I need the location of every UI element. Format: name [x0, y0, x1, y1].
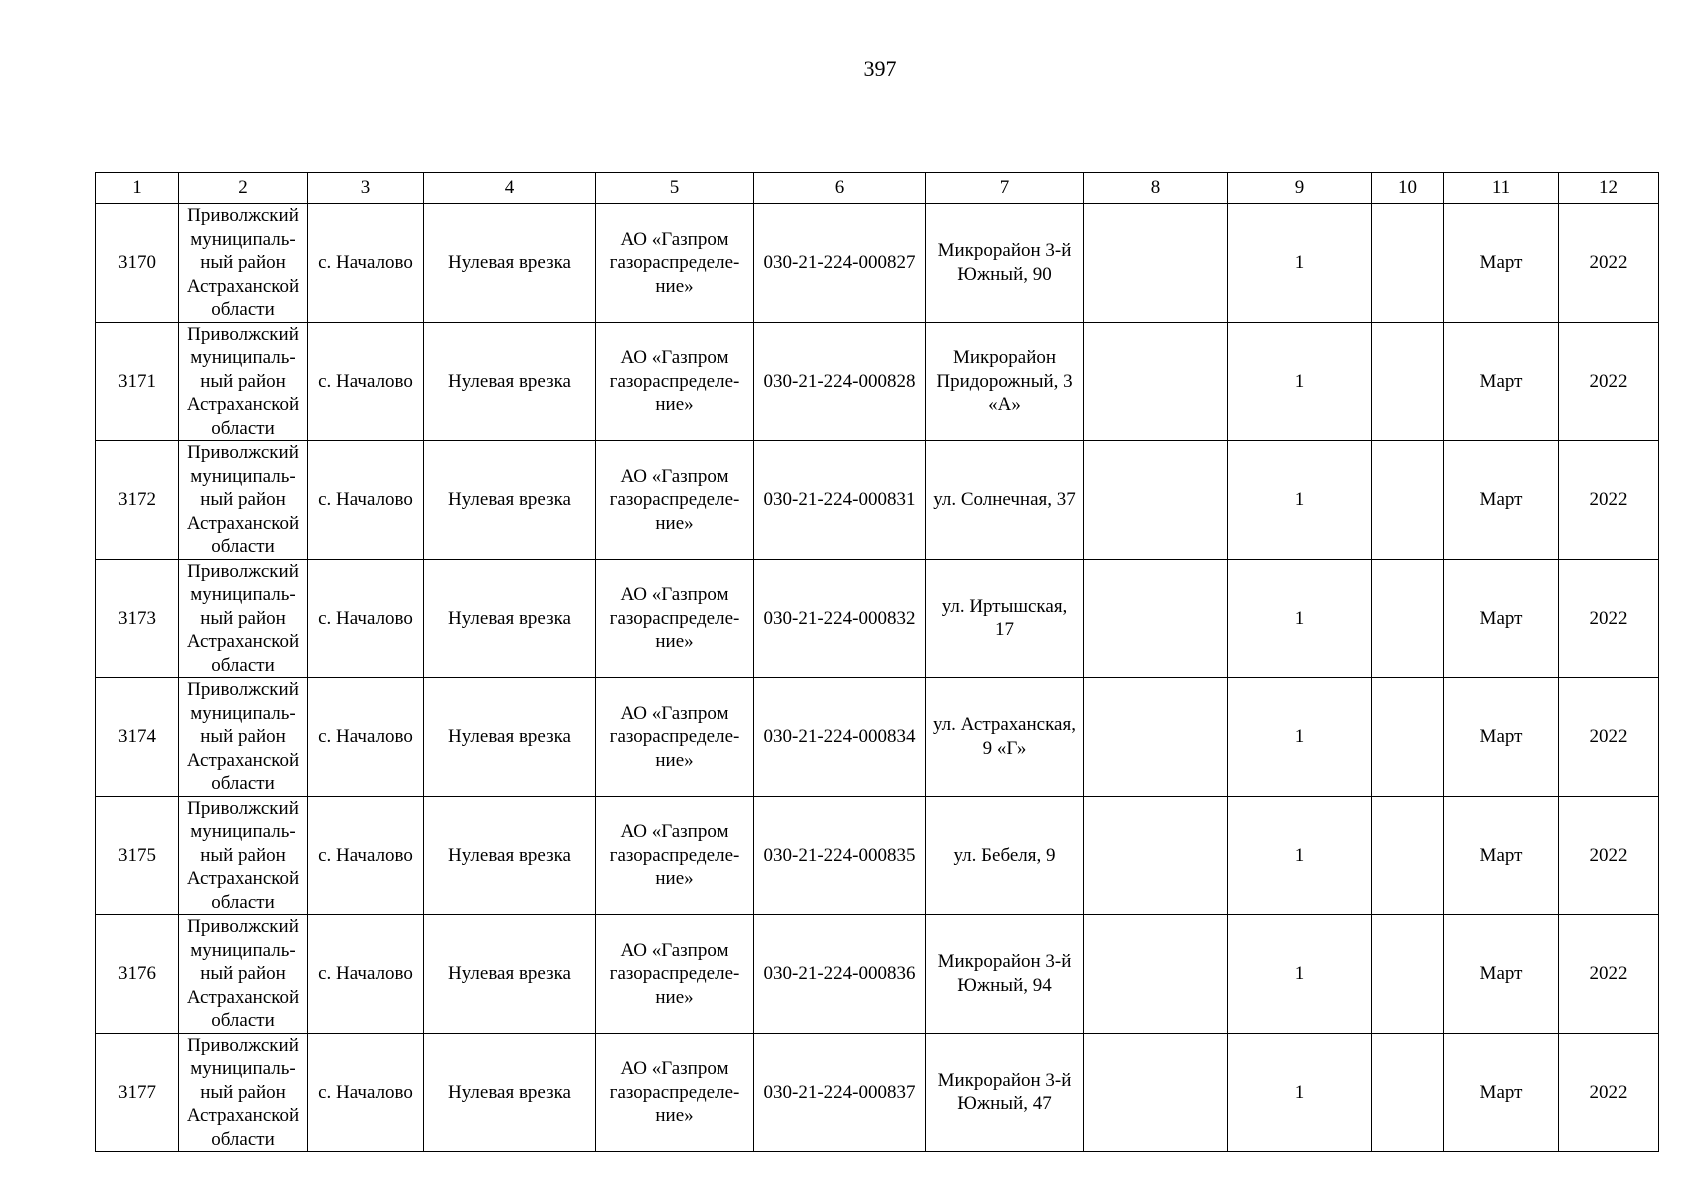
- row-number-cell: 3172: [96, 441, 179, 560]
- quantity-cell: 1: [1228, 204, 1372, 323]
- object-code-cell: 030-21-224-000832: [754, 559, 926, 678]
- object-code-cell: 030-21-224-000837: [754, 1033, 926, 1152]
- year-cell: 2022: [1559, 1033, 1659, 1152]
- object-code-cell: 030-21-224-000834: [754, 678, 926, 797]
- row-number-cell: 3174: [96, 678, 179, 797]
- column-number-1: 1: [96, 173, 179, 204]
- address-cell: ул. Солнечная, 37: [926, 441, 1084, 560]
- column-number-12: 12: [1559, 173, 1659, 204]
- quantity-cell: 1: [1228, 796, 1372, 915]
- work-type-cell: Нулевая врезка: [424, 678, 596, 797]
- work-type-cell: Нулевая врезка: [424, 322, 596, 441]
- object-code-cell: 030-21-224-000827: [754, 204, 926, 323]
- quantity-cell: 1: [1228, 322, 1372, 441]
- row-number-cell: 3170: [96, 204, 179, 323]
- month-cell: Март: [1444, 796, 1559, 915]
- column-10-cell: [1372, 441, 1444, 560]
- organization-cell: АО «Газпром газораспределе- ние»: [596, 441, 754, 560]
- work-type-cell: Нулевая врезка: [424, 915, 596, 1034]
- column-10-cell: [1372, 559, 1444, 678]
- column-8-cell: [1084, 796, 1228, 915]
- column-number-6: 6: [754, 173, 926, 204]
- column-10-cell: [1372, 204, 1444, 323]
- table-row: [96, 441, 1659, 560]
- organization-cell: АО «Газпром газораспределе- ние»: [596, 915, 754, 1034]
- settlement-cell: с. Началово: [308, 559, 424, 678]
- month-cell: Март: [1444, 322, 1559, 441]
- month-cell: Март: [1444, 559, 1559, 678]
- object-code-cell: 030-21-224-000831: [754, 441, 926, 560]
- year-cell: 2022: [1559, 441, 1659, 560]
- object-code-cell: 030-21-224-000828: [754, 322, 926, 441]
- year-cell: 2022: [1559, 559, 1659, 678]
- quantity-cell: 1: [1228, 559, 1372, 678]
- year-cell: 2022: [1559, 678, 1659, 797]
- address-cell: Микрорайон 3-й Южный, 94: [926, 915, 1084, 1034]
- row-number-cell: 3177: [96, 1033, 179, 1152]
- table-body: [96, 173, 1659, 1152]
- address-cell: Микрорайон Придорожный, 3 «А»: [926, 322, 1084, 441]
- year-cell: 2022: [1559, 204, 1659, 323]
- column-10-cell: [1372, 322, 1444, 441]
- column-number-4: 4: [424, 173, 596, 204]
- year-cell: 2022: [1559, 322, 1659, 441]
- object-code-cell: 030-21-224-000835: [754, 796, 926, 915]
- year-cell: 2022: [1559, 796, 1659, 915]
- column-number-9: 9: [1228, 173, 1372, 204]
- settlement-cell: с. Началово: [308, 441, 424, 560]
- column-number-8: 8: [1084, 173, 1228, 204]
- district-cell: Приволжский муниципаль- ный район Астраханской области: [179, 559, 308, 678]
- settlement-cell: с. Началово: [308, 796, 424, 915]
- address-cell: ул. Бебеля, 9: [926, 796, 1084, 915]
- work-type-cell: Нулевая врезка: [424, 204, 596, 323]
- table-row: [96, 1033, 1659, 1152]
- table-row: [96, 678, 1659, 797]
- page-number: 397: [863, 56, 897, 81]
- settlement-cell: с. Началово: [308, 204, 424, 323]
- column-10-cell: [1372, 678, 1444, 797]
- column-number-11: 11: [1444, 173, 1559, 204]
- district-cell: Приволжский муниципаль- ный район Астраханской области: [179, 1033, 308, 1152]
- registry-table: [95, 172, 1659, 1152]
- settlement-cell: с. Началово: [308, 1033, 424, 1152]
- work-type-cell: Нулевая врезка: [424, 441, 596, 560]
- district-cell: Приволжский муниципаль- ный район Астраханской области: [179, 322, 308, 441]
- settlement-cell: с. Началово: [308, 322, 424, 441]
- address-cell: ул. Иртышская, 17: [926, 559, 1084, 678]
- column-8-cell: [1084, 559, 1228, 678]
- organization-cell: АО «Газпром газораспределе- ние»: [596, 559, 754, 678]
- column-number-7: 7: [926, 173, 1084, 204]
- organization-cell: АО «Газпром газораспределе- ние»: [596, 1033, 754, 1152]
- column-8-cell: [1084, 678, 1228, 797]
- quantity-cell: 1: [1228, 1033, 1372, 1152]
- object-code-cell: 030-21-224-000836: [754, 915, 926, 1034]
- column-10-cell: [1372, 796, 1444, 915]
- work-type-cell: Нулевая врезка: [424, 559, 596, 678]
- column-8-cell: [1084, 441, 1228, 560]
- column-number-10: 10: [1372, 173, 1444, 204]
- work-type-cell: Нулевая врезка: [424, 796, 596, 915]
- column-8-cell: [1084, 1033, 1228, 1152]
- address-cell: Микрорайон 3-й Южный, 47: [926, 1033, 1084, 1152]
- quantity-cell: 1: [1228, 678, 1372, 797]
- row-number-cell: 3175: [96, 796, 179, 915]
- settlement-cell: с. Началово: [308, 678, 424, 797]
- work-type-cell: Нулевая врезка: [424, 1033, 596, 1152]
- column-number-3: 3: [308, 173, 424, 204]
- organization-cell: АО «Газпром газораспределе- ние»: [596, 204, 754, 323]
- quantity-cell: 1: [1228, 441, 1372, 560]
- settlement-cell: с. Началово: [308, 915, 424, 1034]
- organization-cell: АО «Газпром газораспределе- ние»: [596, 796, 754, 915]
- district-cell: Приволжский муниципаль- ный район Астраханской области: [179, 678, 308, 797]
- table-row: [96, 915, 1659, 1034]
- district-cell: Приволжский муниципаль- ный район Астраханской области: [179, 796, 308, 915]
- column-8-cell: [1084, 322, 1228, 441]
- row-number-cell: 3171: [96, 322, 179, 441]
- table-row: [96, 322, 1659, 441]
- column-10-cell: [1372, 1033, 1444, 1152]
- table-row: [96, 204, 1659, 323]
- address-cell: Микрорайон 3-й Южный, 90: [926, 204, 1084, 323]
- district-cell: Приволжский муниципаль- ный район Астраханской области: [179, 204, 308, 323]
- column-10-cell: [1372, 915, 1444, 1034]
- organization-cell: АО «Газпром газораспределе- ние»: [596, 322, 754, 441]
- district-cell: Приволжский муниципаль- ный район Астраханской области: [179, 915, 308, 1034]
- quantity-cell: 1: [1228, 915, 1372, 1034]
- column-8-cell: [1084, 204, 1228, 323]
- organization-cell: АО «Газпром газораспределе- ние»: [596, 678, 754, 797]
- table-row: [96, 796, 1659, 915]
- district-cell: Приволжский муниципаль- ный район Астраханской области: [179, 441, 308, 560]
- column-number-row: [96, 173, 1659, 204]
- month-cell: Март: [1444, 1033, 1559, 1152]
- table-row: [96, 559, 1659, 678]
- month-cell: Март: [1444, 915, 1559, 1034]
- column-number-5: 5: [596, 173, 754, 204]
- month-cell: Март: [1444, 441, 1559, 560]
- year-cell: 2022: [1559, 915, 1659, 1034]
- row-number-cell: 3176: [96, 915, 179, 1034]
- month-cell: Март: [1444, 678, 1559, 797]
- row-number-cell: 3173: [96, 559, 179, 678]
- column-number-2: 2: [179, 173, 308, 204]
- column-8-cell: [1084, 915, 1228, 1034]
- address-cell: ул. Астраханская, 9 «Г»: [926, 678, 1084, 797]
- month-cell: Март: [1444, 204, 1559, 323]
